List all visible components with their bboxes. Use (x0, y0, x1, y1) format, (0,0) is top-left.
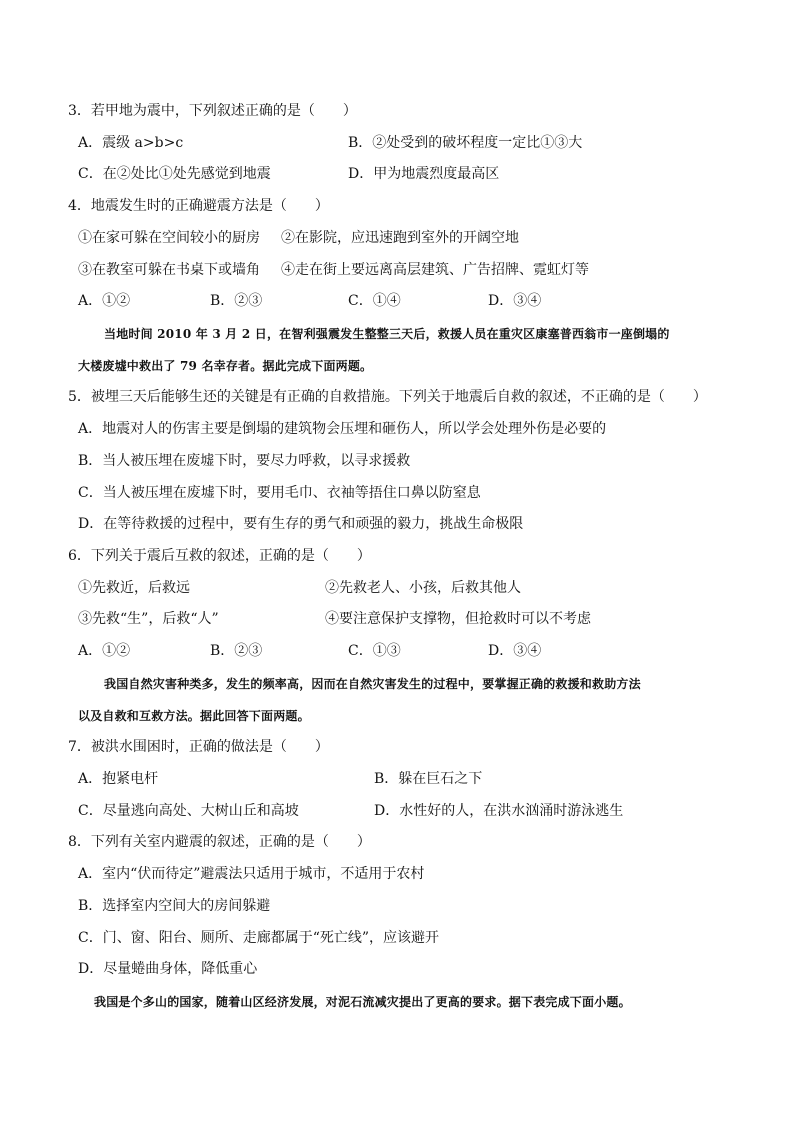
q4-statement-4: ④走在街上要远离高层建筑、广告招牌、霓虹灯等 (281, 262, 589, 278)
q4-option-b: B．②③ (210, 293, 263, 309)
q8-option-c: C．门、窗、阳台、厕所、走廊都属于“死亡线”，应该避开 (78, 930, 440, 946)
q6-statement-3: ③先救“生”，后救“人” (78, 611, 219, 627)
q6-option-a: A．①② (78, 643, 131, 659)
q7-option-c: C．尽量逃向高处、大树山丘和高坡 (78, 803, 299, 819)
q4-statement-3: ③在教室可躲在书桌下或墙角 (78, 262, 260, 278)
q5-option-c: C．当人被压埋在废墟下时，要用毛巾、衣袖等捂住口鼻以防窒息 (78, 485, 481, 501)
q3-stem: 3．若甲地为震中，下列叙述正确的是（ ） (68, 103, 357, 119)
q7-option-a: A．抱紧电杆 (78, 771, 159, 787)
q6-option-c: C．①③ (348, 643, 401, 659)
passage3-line1: 我国是个多山的国家，随着山区经济发展，对泥石流减灾提出了更高的要求。据下表完成下面小题。 (94, 995, 631, 1009)
q4-option-c: C．①④ (348, 293, 401, 309)
q8-option-d: D．尽量蜷曲身体，降低重心 (78, 961, 258, 977)
q6-statement-4: ④要注意保护支撑物，但抢救时可以不考虑 (325, 611, 591, 627)
q3-option-a: A．震级 a>b>c (78, 135, 184, 151)
q4-statement-2: ②在影院，应迅速跑到室外的开阔空地 (281, 230, 519, 246)
q5-option-a: A．地震对人的伤害主要是倒塌的建筑物会压埋和砸伤人，所以学会处理外伤是必要的 (78, 421, 607, 437)
q6-option-d: D．③④ (488, 643, 542, 659)
passage2-line1: 我国自然灾害种类多，发生的频率高，因而在自然灾害发生的过程中，要掌握正确的救援和救助方法 (104, 677, 641, 691)
q6-statement-1: ①先救近，后救远 (78, 580, 190, 596)
q5-stem: 5．被埋三天后能够生还的关键是有正确的自救措施。下列关于地震后自救的叙述，不正确的是（ ） (68, 389, 707, 405)
q3-option-b: B．②处受到的破坏程度一定比①③大 (348, 135, 583, 151)
q6-stem: 6．下列关于震后互救的叙述，正确的是（ ） (68, 548, 371, 564)
q3-option-d: D．甲为地震烈度最高区 (348, 166, 500, 182)
passage1-line2: 大楼废墟中救出了 79 名幸存者。据此完成下面两题。 (78, 359, 373, 373)
q3-option-c: C．在②处比①处先感觉到地震 (78, 166, 271, 182)
q4-stem: 4．地震发生时的正确避震方法是（ ） (68, 198, 329, 214)
passage2-line2: 以及自救和互救方法。据此回答下面两题。 (78, 709, 310, 723)
q6-option-b: B．②③ (210, 643, 263, 659)
q8-option-a: A．室内“伏而待定”避震法只适用于城市，不适用于农村 (78, 866, 425, 882)
q4-option-d: D．③④ (488, 293, 542, 309)
q7-option-b: B．躲在巨石之下 (374, 771, 483, 787)
q8-option-b: B．选择室内空间大的房间躲避 (78, 898, 271, 914)
q5-option-b: B．当人被压埋在废墟下时，要尽力呼救，以寻求援救 (78, 453, 411, 469)
q4-statement-1: ①在家可躲在空间较小的厨房 (78, 230, 260, 246)
q8-stem: 8．下列有关室内避震的叙述，正确的是（ ） (68, 834, 371, 850)
q6-statement-2: ②先救老人、小孩，后救其他人 (325, 580, 521, 596)
q5-option-d: D．在等待救援的过程中，要有生存的勇气和顽强的毅力，挑战生命极限 (78, 516, 524, 532)
q4-option-a: A．①② (78, 293, 131, 309)
passage1-line1: 当地时间 2010 年 3 月 2 日，在智利强震发生整整三天后，救援人员在重灾区康塞普西翁市一座倒塌的 (104, 327, 670, 341)
q7-stem: 7．被洪水围困时，正确的做法是（ ） (68, 739, 329, 755)
q7-option-d: D．水性好的人，在洪水汹涌时游泳逃生 (374, 803, 624, 819)
